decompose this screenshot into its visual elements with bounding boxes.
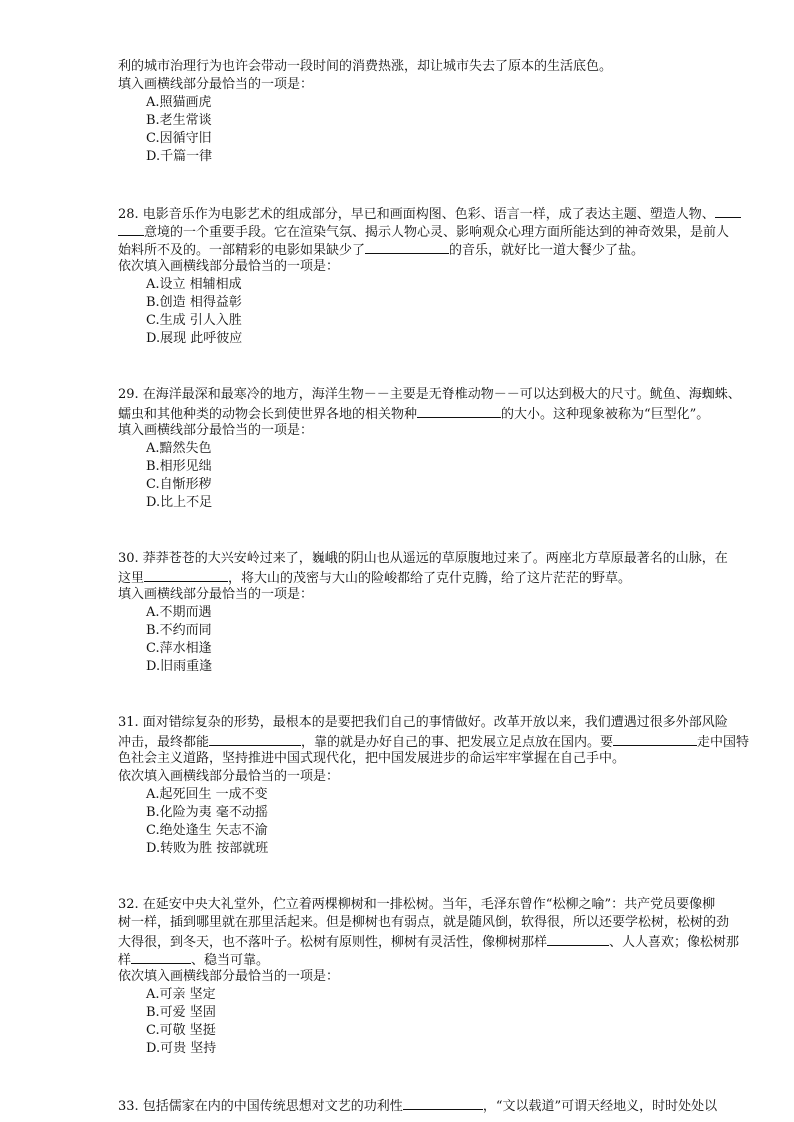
q29-blank (417, 404, 501, 418)
q31-instruction: 依次填入画横线部分最恰当的一项是： (118, 769, 340, 784)
q31-option-a: A.起死回生 一成不变 (146, 787, 268, 802)
q28-option-b: B.创造 相得益彰 (146, 295, 242, 310)
q32-text-3a: 大得很，到冬天，也不落叶子。松树有原则性，柳树有灵活性，像柳树那样 (118, 935, 548, 950)
q33-blank-1 (403, 1096, 483, 1110)
q32-stem-line1: 32. 在延安中央大礼堂外，伫立着两棵柳树和一排松树。当年，毛泽东曾作“松柳之喻”：共产党员要像柳 (118, 897, 716, 912)
q27-option-d: D.千篇一律 (146, 149, 213, 164)
q29-option-d: D.比上不足 (146, 495, 213, 510)
document-page (118, 58, 790, 1114)
q27-option-a: A.照猫画虎 (146, 95, 212, 110)
question-27 (118, 58, 790, 166)
q27-stem-tail: 利的城市治理行为也许会带动一段时间的消费热涨，却让城市失去了原本的生活底色。 (118, 59, 613, 74)
q28-text-3b: 的音乐，就好比一道大餐少了盐。 (449, 243, 645, 258)
question-32 (118, 896, 790, 1058)
q29-stem-line1: 29. 在海洋最深和最寒冷的地方，海洋生物－－主要是无脊椎动物－－可以达到极大的尺寸。鱿鱼、海蜘蛛、 (118, 387, 741, 402)
q32-text-4b: 、稳当可靠。 (191, 953, 270, 968)
q32-stem-line4 (118, 950, 790, 968)
q31-option-c: C.绝处逢生 矢志不渝 (146, 823, 268, 838)
q33-stem-line1 (118, 1096, 790, 1114)
q32-blank-1 (547, 932, 609, 946)
q33-text-1b: ，“文以载道”可谓天经地义，时时处处以 (482, 1099, 718, 1114)
q31-text-2c: 走中国特 (697, 735, 750, 750)
q30-option-c: C.萍水相逢 (146, 641, 212, 656)
question-30 (118, 550, 790, 676)
q28-text-1: 28. 电影音乐作为电影艺术的组成部分，早已和画面构图、色彩、语言一样，成了表达主题、塑造人物、 (118, 207, 715, 222)
q31-text-2b: ，靠的就是办好自己的事、把发展立足点放在国内。要 (301, 735, 614, 750)
question-31 (118, 714, 790, 858)
q33-text-1a: 33. 包括儒家在内的中国传统思想对文艺的功利性 (118, 1099, 403, 1114)
q27-option-b: B.老生常谈 (146, 113, 212, 128)
q27-option-c: C.因循守旧 (146, 131, 212, 146)
q30-option-a: A.不期而遇 (146, 605, 212, 620)
q31-option-b: B.化险为夷 毫不动摇 (146, 805, 268, 820)
q32-instruction: 依次填入画横线部分最恰当的一项是： (118, 969, 340, 984)
q32-text-4a: 样 (118, 953, 132, 968)
q28-stem-line2 (118, 222, 790, 240)
q30-instruction: 填入画横线部分最恰当的一项是： (118, 587, 314, 602)
q30-text-2b: ，将大山的茂密与大山的险峻都给了克什克腾，给了这片茫茫的野草。 (228, 571, 632, 586)
q31-blank-1 (209, 732, 301, 746)
q28-option-a: A.设立 相辅相成 (146, 277, 242, 292)
question-28 (118, 204, 790, 348)
q32-blank-2 (131, 950, 191, 964)
q32-stem-line2: 树一样，插到哪里就在那里活起来。但是柳树也有弱点，就是随风倒，软得很，所以还要学松树，松树的劲 (118, 915, 730, 930)
q30-stem-line1: 30. 莽莽苍苍的大兴安岭过来了，巍峨的阴山也从遥远的草原腹地过来了。两座北方草原最著名的山脉，在 (118, 551, 728, 566)
q30-stem-line2 (118, 568, 790, 586)
q28-stem-line1 (118, 204, 790, 222)
q31-stem-line3: 色社会主义道路，坚持推进中国式现代化，把中国发展进步的命运牢牢掌握在自己手中。 (118, 751, 626, 766)
q28-option-d: D.展现 此呼彼应 (146, 331, 243, 346)
q29-text-2a: 蠕虫和其他种类的动物会长到使世界各地的相关物种 (118, 407, 418, 422)
q29-option-a: A.黯然失色 (146, 441, 212, 456)
q30-blank (144, 568, 228, 582)
q28-text-3a: 始料所不及的。一部精彩的电影如果缺少了 (118, 243, 366, 258)
q28-text-2: 意境的一个重要手段。它在渲染气氛、揭示人物心灵、影响观众心理方面所能达到的神奇效果，是前人 (144, 225, 730, 240)
q28-option-c: C.生成 引人入胜 (146, 313, 242, 328)
question-29 (118, 386, 790, 512)
q31-stem-line1: 31. 面对错综复杂的形势，最根本的是要把我们自己的事情做好。改革开放以来，我们遭遇过很多外部风险 (118, 715, 728, 730)
q30-option-d: D.旧雨重逢 (146, 659, 213, 674)
q32-option-a: A.可亲 坚定 (146, 987, 216, 1002)
q32-text-3b: 、人人喜欢；像松树那 (609, 935, 740, 950)
q31-stem-line2 (118, 732, 790, 750)
q28-blank-1b (118, 222, 144, 236)
q31-blank-2 (613, 732, 697, 746)
q28-stem-line3 (118, 240, 790, 258)
q32-option-b: B.可爱 坚固 (146, 1005, 216, 1020)
q28-blank-1a (715, 204, 741, 218)
q30-option-b: B.不约而同 (146, 623, 212, 638)
q29-text-2b: 的大小。这种现象被称为“巨型化”。 (501, 407, 710, 422)
q32-stem-line3 (118, 932, 790, 950)
q29-instruction: 填入画横线部分最恰当的一项是： (118, 423, 314, 438)
q28-blank-2 (365, 240, 449, 254)
q29-option-c: C.自惭形秽 (146, 477, 212, 492)
question-33 (118, 1096, 790, 1114)
q31-text-2a: 冲击，最终都能 (118, 735, 210, 750)
q29-stem-line2 (118, 404, 790, 422)
q32-option-d: D.可贵 坚持 (146, 1041, 217, 1056)
q27-instruction: 填入画横线部分最恰当的一项是： (118, 77, 314, 92)
q28-instruction: 依次填入画横线部分最恰当的一项是： (118, 259, 340, 274)
q29-option-b: B.相形见绌 (146, 459, 212, 474)
q30-text-2a: 这里 (118, 571, 145, 586)
q31-option-d: D.转败为胜 按部就班 (146, 841, 269, 856)
q32-option-c: C.可敬 坚挺 (146, 1023, 216, 1038)
